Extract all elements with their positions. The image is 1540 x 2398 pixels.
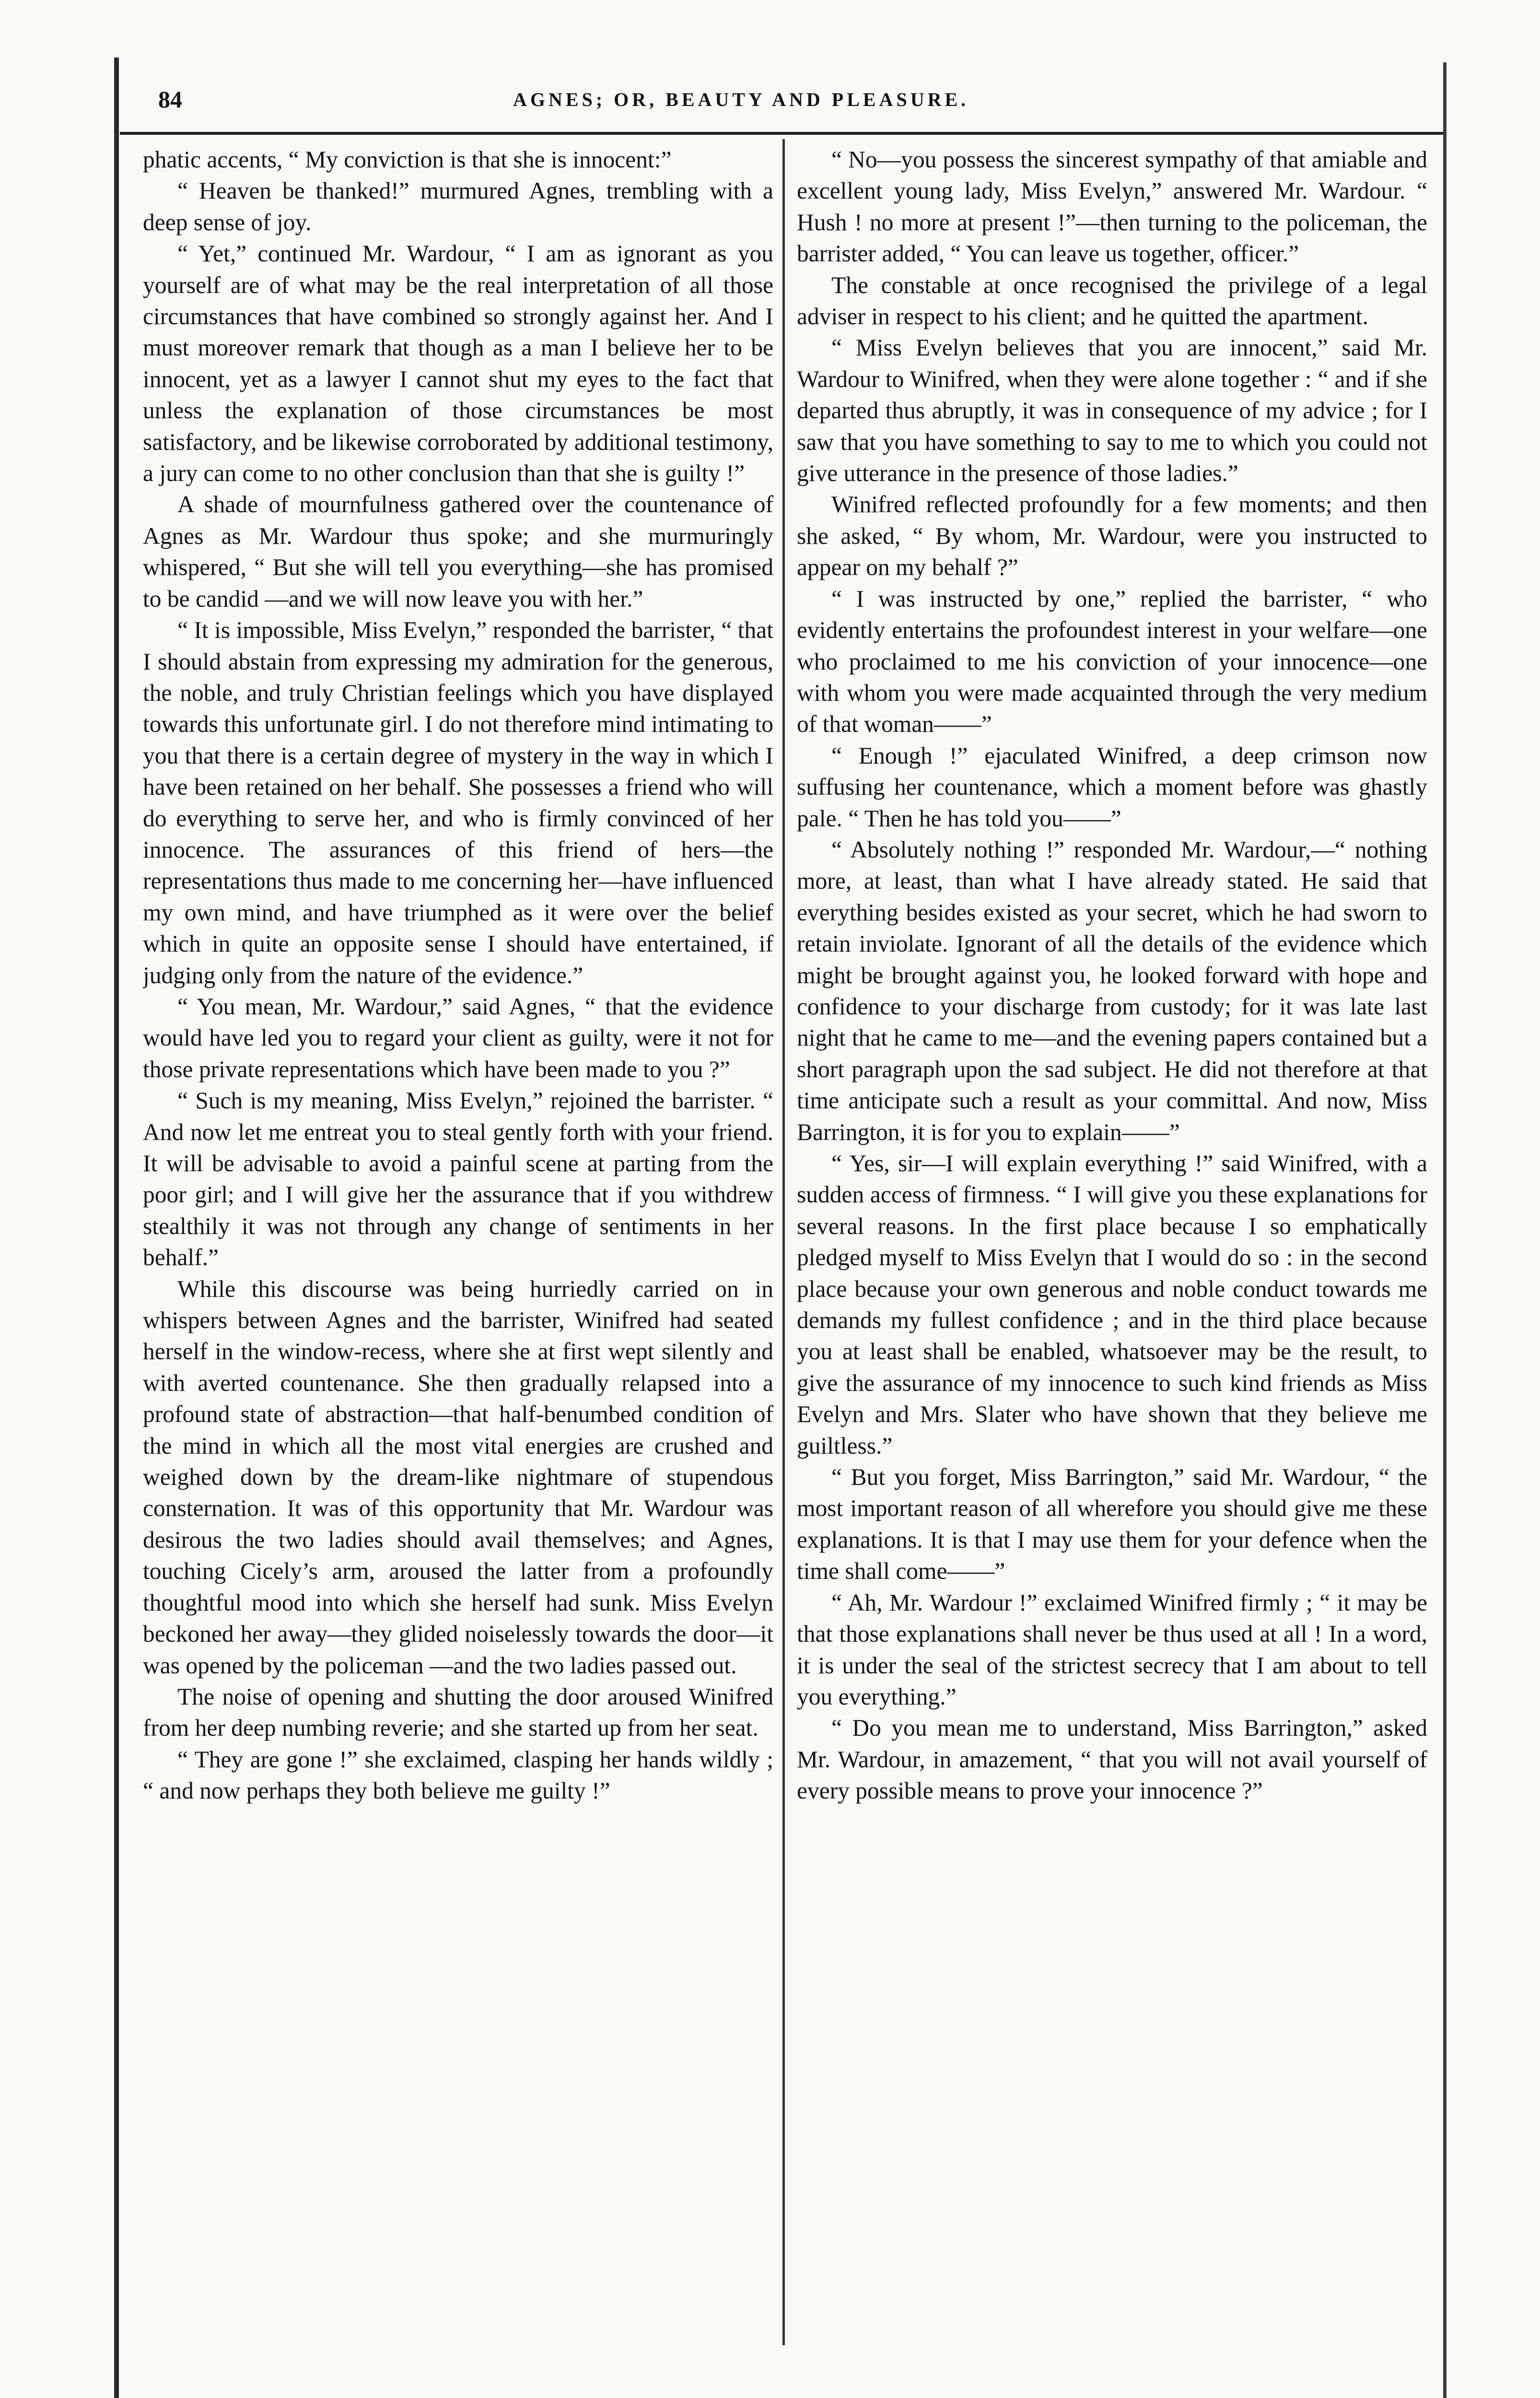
column-divider — [782, 139, 785, 2345]
paragraph: While this discourse was being hurriedly carried on in whispers between Agnes and the barrister, Winifred had seated herself in the window-recess, where she at first wept silently and with averted countenance. She then gradually relapsed into a profound state of abstraction—that half-benumbed condition of the mind in which all the most vital energies are crushed and weighed down by the dream-like nightmare of stupendous consternation. It was of this opportunity that Mr. Wardour was desirous the two ladies should avail themselves; and Agnes, touching Cicely’s arm, aroused the latter from a profoundly thoughtful mood into which she herself had sunk. Miss Evelyn beckoned her away—they glided noiselessly towards the door—it was opened by the policeman —and the two ladies passed out. — [143, 1275, 773, 1679]
paragraph: “ Do you mean me to understand, Miss Barrington,” asked Mr. Wardour, in amazement, “ that you will not avail yourself of every possible means to prove your innocence ?” — [797, 1715, 1427, 1804]
paragraph: “ Yet,” continued Mr. Wardour, “ I am as ignorant as you yourself are of what may be the real interpretation of all those circumstances that have combined so strongly against her. And I must moreover remark that though as a man I believe her to be innocent, yet as a lawyer I cannot shut my eyes to the fact that unless the explanation of those circumstances be most satisfactory, and be likewise corroborated by additional testimony, a jury can come to no other conclusion than that she is guilty !” — [143, 240, 773, 487]
paragraph: phatic accents, “ My conviction is that she is innocent:” — [143, 146, 672, 173]
paragraph: A shade of mournfulness gathered over the countenance of Agnes as Mr. Wardour thus spoke; and she murmuringly whispered, “ But she will tell you everything—she has promised to be candid —and we will now leave you with her.” — [143, 491, 773, 612]
paragraph: “ I was instructed by one,” replied the barrister, “ who evidently entertains the profoundest interest in your welfare—one who proclaimed to me his conviction of your innocence—one with whom you were made acquainted through the very medium of that woman——” — [797, 585, 1427, 738]
left-border-rule — [114, 58, 119, 2398]
paragraph: “ But you forget, Miss Barrington,” said Mr. Wardour, “ the most important reason of all wherefore you should give me these explanations. It is that I may use them for your defence when the time shall come——” — [797, 1464, 1427, 1585]
paragraph: “ Yes, sir—I will explain everything !” said Winifred, with a sudden access of firmness. “ I will give you these explanations for several reasons. In the first place because I so emphatically pledged myself to Miss Evelyn that I would do so : in the second place because your own generous and noble conduct towards me demands my fullest confidence ; and in the third place because you at least shall be enabled, whatsoever may be the result, to give the assurance of my innocence to such kind friends as Miss Evelyn and Mrs. Slater who have shown that they believe me guiltless.” — [797, 1150, 1427, 1459]
paragraph: “ Enough !” ejaculated Winifred, a deep crimson now suffusing her countenance, which a moment before was ghastly pale. “ Then he has told you——” — [797, 742, 1427, 832]
right-border-rule — [1443, 62, 1447, 2398]
page-number: 84 — [158, 86, 182, 113]
paragraph: “ Ah, Mr. Wardour !” exclaimed Winifred firmly ; “ it may be that those explanations shall never be thus used at all ! In a word, it is under the seal of the strictest secrecy that I am about to tell you everything.” — [797, 1589, 1427, 1710]
paragraph: Winifred reflected profoundly for a few moments; and then she asked, “ By whom, Mr. Wardour, were you instructed to appear on my behalf ?” — [797, 491, 1427, 581]
paragraph: The noise of opening and shutting the door aroused Winifred from her deep numbing reverie; and she started up from her seat. — [143, 1683, 773, 1741]
paragraph: “ You mean, Mr. Wardour,” said Agnes, “ that the evidence would have led you to regard your client as guilty, were it not for those private representations which have been made to you ?” — [143, 993, 773, 1082]
running-head: AGNES; OR, BEAUTY AND PLEASURE. — [513, 89, 969, 110]
left-column — [143, 144, 773, 1807]
paragraph: “ Such is my meaning, Miss Evelyn,” rejoined the barrister. “ And now let me entreat you to steal gently forth with your friend. It will be advisable to avoid a painful scene at parting from the poor girl; and I will give her the assurance that if you withdrew stealthily it was not through any change of sentiments in her behalf.” — [143, 1087, 773, 1271]
header-rule — [120, 132, 1443, 135]
paragraph: “ No—you possess the sincerest sympathy of that amiable and excellent young lady, Miss Evelyn,” answered Mr. Wardour. “ Hush ! no more at present !”—then turning to the policeman, the barrister added, “ You can leave us together, officer.” — [797, 146, 1427, 267]
paragraph: “ Absolutely nothing !” responded Mr. Wardour,—“ nothing more, at least, than what I have already stated. He said that everything besides existed as your secret, which he had sworn to retain inviolate. Ignorant of all the details of the evidence which might be brought against you, he looked forward with hope and confidence to your discharge from custody; for it was late last night that he came to me—and the evening papers contained but a short paragraph upon the sad subject. He did not therefore at that time anticipate such a result as your committal. And now, Miss Barrington, it is for you to explain——” — [797, 836, 1427, 1145]
paragraph: “ It is impossible, Miss Evelyn,” responded the barrister, “ that I should abstain from expressing my admiration for the generous, the noble, and truly Christian feelings which you have displayed towards this unfortunate girl. I do not therefore mind intimating to you that there is a certain degree of mystery in the way in which I have been retained on her behalf. She possesses a friend who will do everything to serve her, and who is firmly convinced of her innocence. The assurances of this friend of hers—the representations thus made to me concerning her—have influenced my own mind, and have triumphed as it were over the belief which in quite an opposite sense I should have entertained, if judging only from the nature of the evidence.” — [143, 617, 773, 988]
paragraph: “ Miss Evelyn believes that you are innocent,” said Mr. Wardour to Winifred, when they were alone together : “ and if she departed thus abruptly, it was in consequence of my advice ; for I saw that you have something to say to me to which you could not give utterance in the presence of those ladies.” — [797, 334, 1427, 487]
right-column — [797, 144, 1427, 1807]
paragraph: “ Heaven be thanked!” murmured Agnes, trembling with a deep sense of joy. — [143, 177, 773, 235]
paragraph: “ They are gone !” she exclaimed, clasping her hands wildly ; “ and now perhaps they both believe me guilty !” — [143, 1746, 773, 1804]
paragraph: The constable at once recognised the privilege of a legal adviser in respect to his client; and he quitted the apartment. — [797, 271, 1427, 330]
